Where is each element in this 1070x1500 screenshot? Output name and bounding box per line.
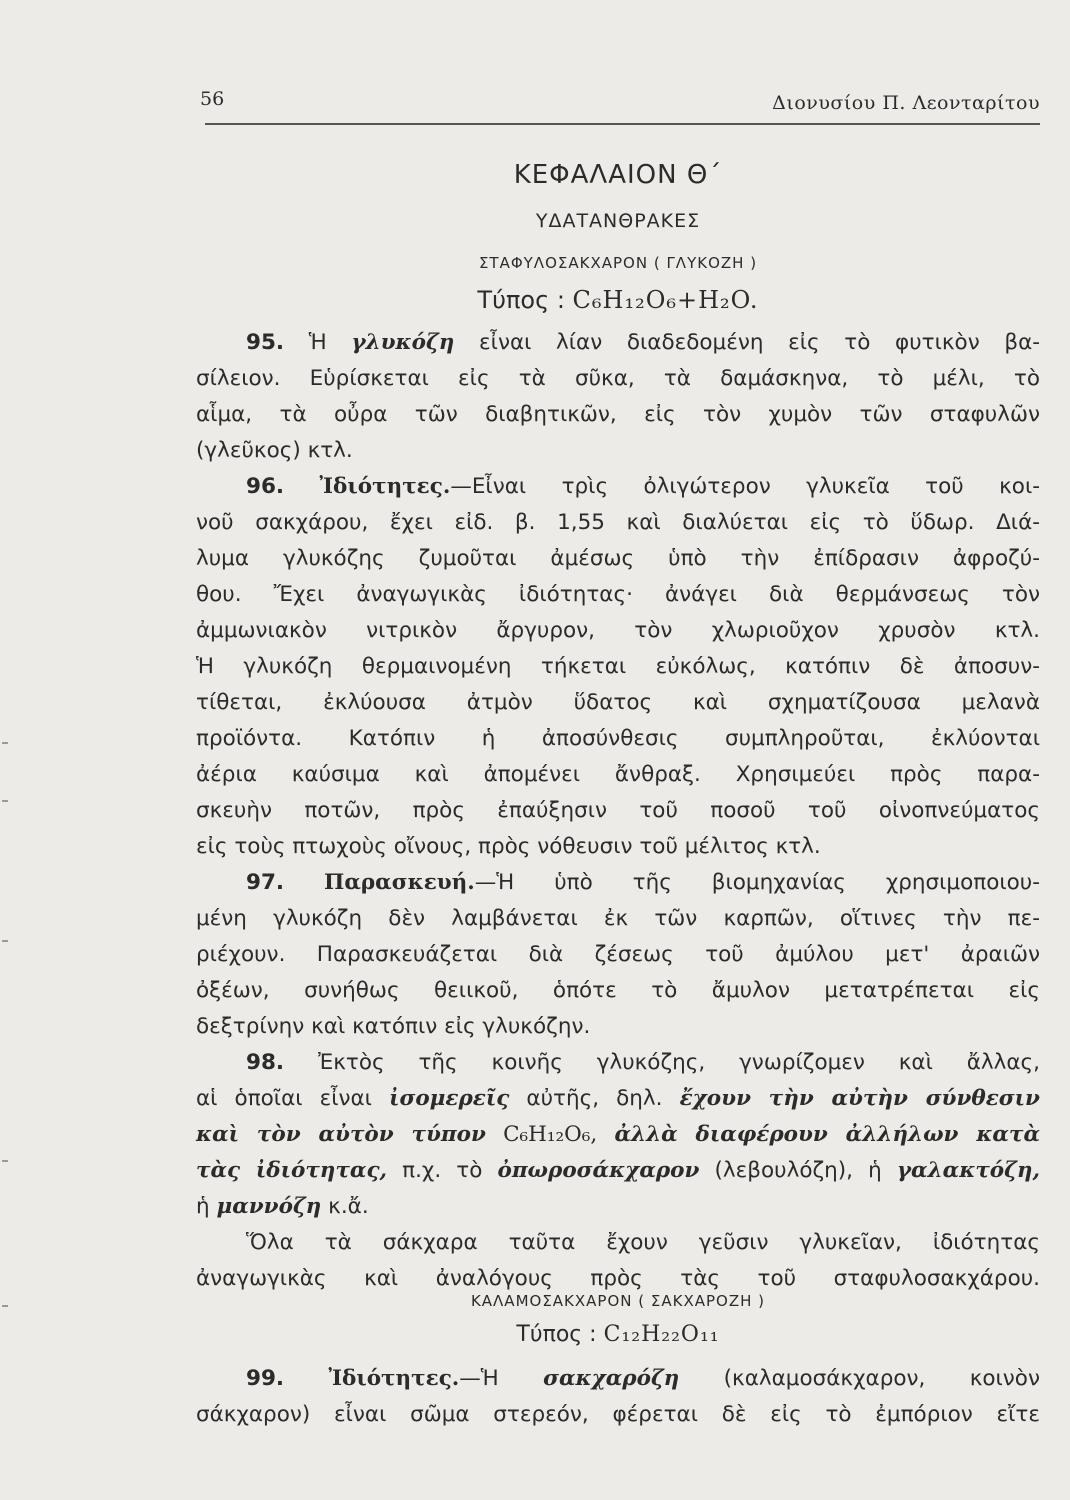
text: (καλαμοσάκχαρον, κοινὸν: [723, 1366, 1040, 1391]
p96-line-7: τίθεται, ἐκλύουσα ἀτμὸν ὕδατος καὶ σχηματίζουσα μελανὰ: [196, 690, 1040, 715]
emphasis: ἀλλὰ διαφέρουν ἀλλήλων κατὰ: [614, 1122, 1040, 1147]
paragraph-number: 96.: [246, 474, 285, 499]
text: —Εἶναι τρὶς ὀλιγώτερον γλυκεῖα τοῦ κοι-: [450, 474, 1040, 499]
header-rule: [205, 123, 1040, 125]
text: κ.ἄ.: [328, 1194, 369, 1219]
p96-line-4: θου. Ἔχει ἀναγωγικὰς ἰδιότητας· ἀνάγει διὰ θερμάνσεως τὸν: [196, 582, 1040, 607]
p96-line-3: λυμα γλυκόζης ζυμοῦται ἀμέσως ὑπὸ τὴν ἐπίδρασιν ἀφροζύ-: [196, 546, 1040, 571]
p99-line-2: σάκχαρον) εἶναι σῶμα στερεόν, φέρεται δὲ εἰς τὸ ἐμπόριον εἴτε: [196, 1402, 1040, 1427]
paragraph-heading: Ἰδιότητες.: [328, 1366, 460, 1391]
formula-sucrose: [196, 1322, 1040, 1347]
gutter-mark: [2, 1160, 8, 1162]
p96-line-10: σκευὴν ποτῶν, πρὸς ἐπαύξησιν τοῦ ποσοῦ τοῦ οἰνοπνεύματος: [196, 798, 1040, 823]
emphasis: ἔχουν τὴν αὐτὴν σύνθεσιν: [679, 1086, 1040, 1111]
p96-line-1: [246, 472, 1040, 502]
p98-line-1: [246, 1048, 1040, 1078]
paragraph-heading: Παρασκευή.: [324, 870, 475, 895]
running-title: Διονυσίου Π. Λεονταρίτου: [772, 92, 1040, 114]
p96-line-9: ἀέρια καύσιμα καὶ ἀπομένει ἄνθραξ. Χρησιμεύει πρὸς παρα-: [196, 762, 1040, 787]
term-glucose: γλυκόζη: [351, 330, 455, 355]
paragraph-number: 98.: [246, 1050, 285, 1075]
p98-line-7: ἀναγωγικὰς καὶ ἀναλόγους πρὸς τὰς τοῦ σταφυλοσακχάρου.: [196, 1266, 1040, 1291]
text: αἱ ὁποῖαι εἶναι: [196, 1086, 372, 1111]
p95-line-2: σίλειον. Εὑρίσκεται εἰς τὰ σῦκα, τὰ δαμάσκηνα, τὸ μέλι, τὸ: [196, 366, 1040, 391]
formula-label: Τύπος :: [477, 286, 565, 314]
p97-line-4: ὀξέων, συνήθως θειικοῦ, ὁπότε τὸ ἄμυλον μετατρέπεται εἰς: [196, 978, 1040, 1003]
gutter-mark: [2, 1305, 8, 1307]
p99-line-1: [246, 1364, 1040, 1394]
text: αὐτῆς, δηλ.: [526, 1086, 663, 1111]
page-number: 56: [200, 88, 225, 110]
chapter-title: ΚΕΦΑΛΑΙΟΝ Θ΄: [513, 160, 723, 190]
p98-line-6: Ὅλα τὰ σάκχαρα ταῦτα ἔχουν γεῦσιν γλυκεῖαν, ἰδιότητας: [246, 1230, 1040, 1255]
text: Ἐκτὸς τῆς κοινῆς γλυκόζης, γνωρίζομεν καὶ ἄλλας,: [317, 1050, 1040, 1075]
p97-line-1: [246, 868, 1040, 898]
term-sucrose: σακχαρόζη: [543, 1366, 680, 1391]
text: Ἡ: [308, 330, 327, 355]
text: (λεβουλόζη), ἡ: [714, 1158, 882, 1183]
subsection-title-sucrose: ΚΑΛΑΜΟΣΑΚΧΑΡΟΝ ( ΣΑΚΧΑΡΟΖΗ ): [470, 1292, 766, 1310]
emphasis: τὰς ἰδιότητας,: [196, 1158, 388, 1183]
paragraph-heading: Ἰδιότητες.: [319, 474, 451, 499]
gutter-mark: [2, 800, 8, 802]
emphasis: καὶ τὸν αὐτὸν τύπον: [196, 1122, 486, 1147]
p96-line-5: ἀμμωνιακὸν νιτρικὸν ἄργυρον, τὸν χλωριοῦχον χρυσὸν κτλ.: [196, 618, 1040, 643]
p97-line-2: μένη γλυκόζη δὲν λαμβάνεται ἐκ τῶν καρπῶν, οἵτινες τὴν πε-: [196, 906, 1040, 931]
text: εἶναι λίαν διαδεδομένη εἰς τὸ φυτικὸν βα-: [479, 330, 1041, 355]
formula-value: C₆H₁₂O₆+H₂O.: [572, 286, 759, 314]
formula-value: C₁₂H₂₂O₁₁: [603, 1322, 720, 1347]
formula-glucose: [196, 286, 1040, 314]
p96-line-6: Ἡ γλυκόζη θερμαινομένη τήκεται εὐκόλως, κατόπιν δὲ ἀποσυν-: [196, 654, 1040, 679]
p98-line-5: [196, 1192, 1040, 1222]
formula-label: Τύπος :: [516, 1322, 597, 1347]
p97-line-3: ριέχουν. Παρασκευάζεται διὰ ζέσεως τοῦ ἀμύλου μετ' ἀραιῶν: [196, 942, 1040, 967]
text: —Ἡ: [459, 1366, 499, 1391]
paragraph-number: 99.: [246, 1366, 285, 1391]
p96-line-11: εἰς τοὺς πτωχοὺς οἴνους, πρὸς νόθευσιν τοῦ μέλιτος κτλ.: [196, 834, 821, 859]
gutter-mark: [2, 742, 8, 744]
text: —Ἡ ὑπὸ τῆς βιομηχανίας χρησιμοποιου-: [474, 870, 1040, 895]
p95-line-3: αἷμα, τὰ οὖρα τῶν διαβητικῶν, εἰς τὸν χυμὸν τῶν σταφυλῶν: [196, 402, 1040, 427]
p98-line-2: [196, 1084, 1040, 1114]
subsection-title-glucose: ΣΤΑΦΥΛΟΣΑΚΧΑΡΟΝ ( ΓΛΥΚΟΖΗ ): [478, 254, 758, 272]
term-isomers: ἰσομερεῖς: [389, 1086, 510, 1111]
p95-line-1: [246, 328, 1040, 358]
section-title: ΥΔΑΤΑΝΘΡΑΚΕΣ: [535, 210, 701, 232]
p98-line-4: [196, 1156, 1040, 1186]
term-fructose: ὀπωροσάκχαρον: [497, 1158, 700, 1183]
p95-line-4: (γλεῦκος) κτλ.: [196, 438, 353, 463]
p96-line-2: νοῦ σακχάρου, ἔχει εἰδ. β. 1,55 καὶ διαλύεται εἰς τὸ ὕδωρ. Διά-: [196, 510, 1040, 535]
left-gutter-marks: [0, 0, 16, 1500]
text: π.χ. τὸ: [402, 1158, 483, 1183]
p96-line-8: προϊόντα. Κατόπιν ἡ ἀποσύνθεσις συμπληροῦται, ἐκλύονται: [196, 726, 1040, 751]
text: ἡ: [196, 1194, 210, 1219]
paragraph-number: 97.: [246, 870, 285, 895]
p98-line-3: [196, 1120, 1040, 1150]
paragraph-number: 95.: [246, 330, 285, 355]
p97-line-5: δεξτρίνην καὶ κατόπιν εἰς γλυκόζην.: [196, 1014, 591, 1039]
gutter-mark: [2, 940, 8, 942]
term-galactose: γαλακτόζη,: [896, 1158, 1040, 1183]
formula-inline: C₆H₁₂O₆,: [503, 1122, 598, 1147]
term-mannose: μαννόζη: [216, 1194, 322, 1219]
